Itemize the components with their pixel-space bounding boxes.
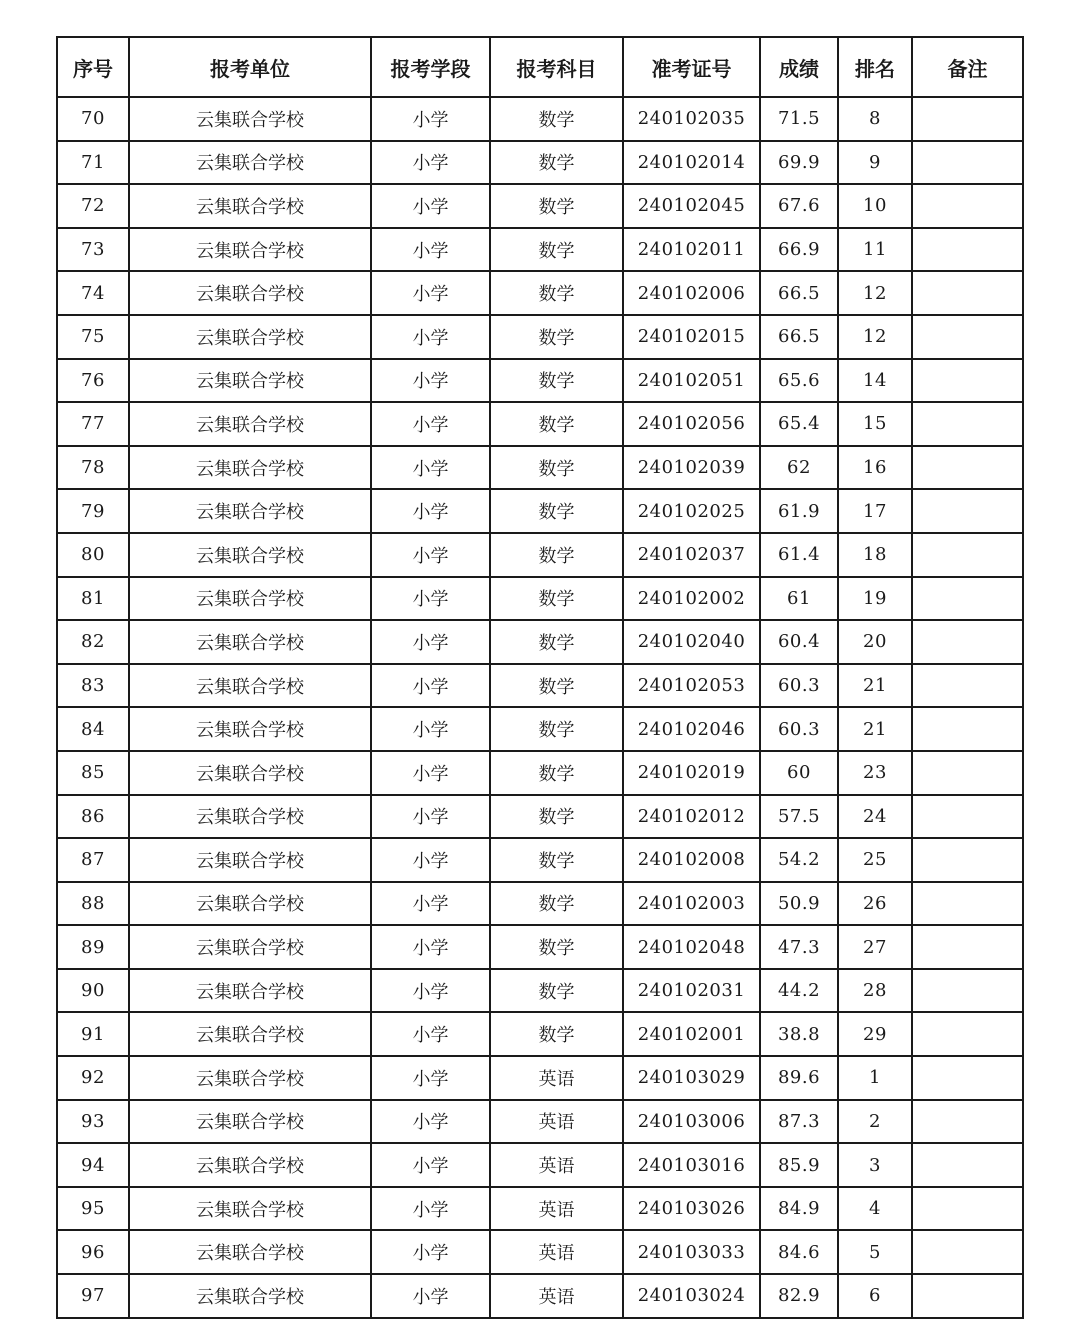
- cell-subject: 数学: [490, 882, 623, 926]
- cell-ticket: 240103026: [623, 1187, 760, 1231]
- cell-stage: 小学: [371, 1230, 490, 1274]
- cell-score: 89.6: [760, 1056, 838, 1100]
- cell-ticket: 240102011: [623, 228, 760, 272]
- cell-note: [912, 489, 1023, 533]
- cell-subject: 数学: [490, 489, 623, 533]
- cell-note: [912, 838, 1023, 882]
- cell-rank: 28: [838, 969, 912, 1013]
- cell-note: [912, 664, 1023, 708]
- cell-unit: 云集联合学校: [129, 359, 371, 403]
- cell-note: [912, 795, 1023, 839]
- cell-subject: 英语: [490, 1274, 623, 1318]
- cell-stage: 小学: [371, 446, 490, 490]
- cell-ticket: 240102019: [623, 751, 760, 795]
- cell-subject: 数学: [490, 97, 623, 141]
- table-row: [57, 141, 1023, 185]
- cell-score: 44.2: [760, 969, 838, 1013]
- cell-seq: 72: [57, 184, 129, 228]
- cell-unit: 云集联合学校: [129, 882, 371, 926]
- score-sheet: [56, 36, 1022, 1319]
- cell-subject: 数学: [490, 707, 623, 751]
- cell-stage: 小学: [371, 577, 490, 621]
- cell-note: [912, 1100, 1023, 1144]
- cell-stage: 小学: [371, 707, 490, 751]
- cell-score: 61.9: [760, 489, 838, 533]
- table-row: [57, 228, 1023, 272]
- cell-seq: 96: [57, 1230, 129, 1274]
- cell-score: 66.5: [760, 271, 838, 315]
- table-row: [57, 1274, 1023, 1318]
- header-subject: 报考科目: [490, 37, 623, 97]
- cell-seq: 82: [57, 620, 129, 664]
- cell-stage: 小学: [371, 359, 490, 403]
- cell-note: [912, 882, 1023, 926]
- cell-ticket: 240102025: [623, 489, 760, 533]
- table-row: [57, 533, 1023, 577]
- header-row: [57, 37, 1023, 97]
- cell-rank: 23: [838, 751, 912, 795]
- cell-subject: 数学: [490, 359, 623, 403]
- cell-rank: 5: [838, 1230, 912, 1274]
- cell-unit: 云集联合学校: [129, 925, 371, 969]
- cell-seq: 84: [57, 707, 129, 751]
- cell-ticket: 240102037: [623, 533, 760, 577]
- cell-ticket: 240102014: [623, 141, 760, 185]
- cell-subject: 数学: [490, 925, 623, 969]
- cell-rank: 14: [838, 359, 912, 403]
- cell-score: 60: [760, 751, 838, 795]
- cell-stage: 小学: [371, 620, 490, 664]
- table-row: [57, 1230, 1023, 1274]
- cell-stage: 小学: [371, 1187, 490, 1231]
- cell-ticket: 240103006: [623, 1100, 760, 1144]
- cell-unit: 云集联合学校: [129, 184, 371, 228]
- cell-note: [912, 315, 1023, 359]
- cell-score: 60.3: [760, 664, 838, 708]
- cell-subject: 数学: [490, 577, 623, 621]
- cell-score: 82.9: [760, 1274, 838, 1318]
- cell-rank: 21: [838, 664, 912, 708]
- cell-unit: 云集联合学校: [129, 271, 371, 315]
- cell-score: 85.9: [760, 1143, 838, 1187]
- cell-stage: 小学: [371, 1012, 490, 1056]
- cell-rank: 1: [838, 1056, 912, 1100]
- table-body: [57, 97, 1023, 1318]
- table-row: [57, 838, 1023, 882]
- cell-subject: 数学: [490, 838, 623, 882]
- cell-seq: 79: [57, 489, 129, 533]
- cell-note: [912, 1187, 1023, 1231]
- header-seq: 序号: [57, 37, 129, 97]
- cell-rank: 19: [838, 577, 912, 621]
- cell-seq: 97: [57, 1274, 129, 1318]
- cell-seq: 90: [57, 969, 129, 1013]
- cell-unit: 云集联合学校: [129, 1143, 371, 1187]
- cell-rank: 21: [838, 707, 912, 751]
- cell-note: [912, 97, 1023, 141]
- cell-seq: 81: [57, 577, 129, 621]
- table-row: [57, 97, 1023, 141]
- cell-note: [912, 577, 1023, 621]
- cell-rank: 17: [838, 489, 912, 533]
- cell-unit: 云集联合学校: [129, 664, 371, 708]
- cell-ticket: 240102056: [623, 402, 760, 446]
- cell-subject: 数学: [490, 402, 623, 446]
- cell-note: [912, 707, 1023, 751]
- table-row: [57, 795, 1023, 839]
- header-note: 备注: [912, 37, 1023, 97]
- table-row: [57, 1012, 1023, 1056]
- cell-unit: 云集联合学校: [129, 969, 371, 1013]
- cell-note: [912, 1056, 1023, 1100]
- table-row: [57, 446, 1023, 490]
- cell-seq: 92: [57, 1056, 129, 1100]
- table-row: [57, 1100, 1023, 1144]
- cell-seq: 71: [57, 141, 129, 185]
- cell-ticket: 240102040: [623, 620, 760, 664]
- cell-subject: 数学: [490, 315, 623, 359]
- cell-stage: 小学: [371, 271, 490, 315]
- cell-rank: 18: [838, 533, 912, 577]
- cell-note: [912, 751, 1023, 795]
- cell-unit: 云集联合学校: [129, 1230, 371, 1274]
- cell-seq: 95: [57, 1187, 129, 1231]
- table-row: [57, 402, 1023, 446]
- cell-stage: 小学: [371, 228, 490, 272]
- cell-subject: 英语: [490, 1230, 623, 1274]
- table-row: [57, 664, 1023, 708]
- cell-subject: 英语: [490, 1056, 623, 1100]
- cell-subject: 数学: [490, 969, 623, 1013]
- cell-score: 65.4: [760, 402, 838, 446]
- cell-rank: 25: [838, 838, 912, 882]
- cell-score: 84.6: [760, 1230, 838, 1274]
- cell-stage: 小学: [371, 1100, 490, 1144]
- cell-seq: 87: [57, 838, 129, 882]
- cell-unit: 云集联合学校: [129, 228, 371, 272]
- cell-subject: 数学: [490, 184, 623, 228]
- cell-stage: 小学: [371, 925, 490, 969]
- score-table: [56, 36, 1024, 1319]
- cell-rank: 3: [838, 1143, 912, 1187]
- table-row: [57, 1056, 1023, 1100]
- cell-rank: 27: [838, 925, 912, 969]
- table-row: [57, 315, 1023, 359]
- table-row: [57, 620, 1023, 664]
- cell-seq: 70: [57, 97, 129, 141]
- table-header: [57, 37, 1023, 97]
- cell-ticket: 240103024: [623, 1274, 760, 1318]
- table-row: [57, 751, 1023, 795]
- cell-note: [912, 446, 1023, 490]
- cell-note: [912, 402, 1023, 446]
- table-row: [57, 925, 1023, 969]
- cell-stage: 小学: [371, 489, 490, 533]
- cell-stage: 小学: [371, 882, 490, 926]
- table-row: [57, 969, 1023, 1013]
- cell-seq: 89: [57, 925, 129, 969]
- cell-score: 67.6: [760, 184, 838, 228]
- cell-unit: 云集联合学校: [129, 315, 371, 359]
- cell-subject: 英语: [490, 1143, 623, 1187]
- cell-subject: 数学: [490, 271, 623, 315]
- cell-ticket: 240102035: [623, 97, 760, 141]
- cell-rank: 12: [838, 271, 912, 315]
- cell-unit: 云集联合学校: [129, 533, 371, 577]
- cell-rank: 4: [838, 1187, 912, 1231]
- cell-ticket: 240102006: [623, 271, 760, 315]
- cell-unit: 云集联合学校: [129, 489, 371, 533]
- cell-unit: 云集联合学校: [129, 751, 371, 795]
- cell-ticket: 240102045: [623, 184, 760, 228]
- cell-unit: 云集联合学校: [129, 620, 371, 664]
- cell-subject: 数学: [490, 228, 623, 272]
- header-stage: 报考学段: [371, 37, 490, 97]
- cell-rank: 16: [838, 446, 912, 490]
- cell-ticket: 240102003: [623, 882, 760, 926]
- header-score: 成绩: [760, 37, 838, 97]
- header-unit: 报考单位: [129, 37, 371, 97]
- cell-unit: 云集联合学校: [129, 1012, 371, 1056]
- cell-note: [912, 1143, 1023, 1187]
- cell-stage: 小学: [371, 402, 490, 446]
- cell-stage: 小学: [371, 315, 490, 359]
- cell-unit: 云集联合学校: [129, 97, 371, 141]
- cell-rank: 29: [838, 1012, 912, 1056]
- cell-seq: 83: [57, 664, 129, 708]
- cell-unit: 云集联合学校: [129, 707, 371, 751]
- cell-score: 66.9: [760, 228, 838, 272]
- cell-ticket: 240102039: [623, 446, 760, 490]
- cell-ticket: 240102002: [623, 577, 760, 621]
- cell-seq: 86: [57, 795, 129, 839]
- cell-ticket: 240102001: [623, 1012, 760, 1056]
- cell-unit: 云集联合学校: [129, 1274, 371, 1318]
- cell-rank: 24: [838, 795, 912, 839]
- cell-score: 60.4: [760, 620, 838, 664]
- cell-stage: 小学: [371, 751, 490, 795]
- table-row: [57, 1143, 1023, 1187]
- cell-unit: 云集联合学校: [129, 577, 371, 621]
- cell-rank: 20: [838, 620, 912, 664]
- cell-ticket: 240103033: [623, 1230, 760, 1274]
- cell-seq: 78: [57, 446, 129, 490]
- table-row: [57, 577, 1023, 621]
- cell-subject: 英语: [490, 1187, 623, 1231]
- table-row: [57, 489, 1023, 533]
- cell-score: 87.3: [760, 1100, 838, 1144]
- cell-score: 84.9: [760, 1187, 838, 1231]
- cell-score: 54.2: [760, 838, 838, 882]
- cell-unit: 云集联合学校: [129, 1100, 371, 1144]
- cell-subject: 数学: [490, 620, 623, 664]
- cell-unit: 云集联合学校: [129, 838, 371, 882]
- table-row: [57, 359, 1023, 403]
- cell-unit: 云集联合学校: [129, 141, 371, 185]
- cell-ticket: 240102031: [623, 969, 760, 1013]
- cell-unit: 云集联合学校: [129, 446, 371, 490]
- cell-note: [912, 925, 1023, 969]
- header-rank: 排名: [838, 37, 912, 97]
- cell-note: [912, 1012, 1023, 1056]
- cell-ticket: 240102008: [623, 838, 760, 882]
- table-row: [57, 271, 1023, 315]
- cell-note: [912, 620, 1023, 664]
- cell-stage: 小学: [371, 141, 490, 185]
- cell-subject: 数学: [490, 446, 623, 490]
- cell-ticket: 240103029: [623, 1056, 760, 1100]
- cell-ticket: 240103016: [623, 1143, 760, 1187]
- cell-score: 66.5: [760, 315, 838, 359]
- header-ticket: 准考证号: [623, 37, 760, 97]
- cell-seq: 80: [57, 533, 129, 577]
- cell-stage: 小学: [371, 1143, 490, 1187]
- cell-rank: 10: [838, 184, 912, 228]
- cell-seq: 73: [57, 228, 129, 272]
- cell-subject: 数学: [490, 795, 623, 839]
- cell-stage: 小学: [371, 97, 490, 141]
- cell-stage: 小学: [371, 969, 490, 1013]
- cell-score: 62: [760, 446, 838, 490]
- cell-rank: 11: [838, 228, 912, 272]
- cell-subject: 数学: [490, 751, 623, 795]
- cell-stage: 小学: [371, 795, 490, 839]
- cell-stage: 小学: [371, 184, 490, 228]
- cell-ticket: 240102046: [623, 707, 760, 751]
- cell-ticket: 240102012: [623, 795, 760, 839]
- cell-score: 50.9: [760, 882, 838, 926]
- cell-rank: 2: [838, 1100, 912, 1144]
- cell-score: 57.5: [760, 795, 838, 839]
- cell-score: 60.3: [760, 707, 838, 751]
- cell-score: 61.4: [760, 533, 838, 577]
- cell-note: [912, 141, 1023, 185]
- cell-note: [912, 1274, 1023, 1318]
- cell-note: [912, 969, 1023, 1013]
- cell-unit: 云集联合学校: [129, 1187, 371, 1231]
- cell-rank: 6: [838, 1274, 912, 1318]
- cell-rank: 26: [838, 882, 912, 926]
- cell-note: [912, 271, 1023, 315]
- cell-ticket: 240102015: [623, 315, 760, 359]
- cell-stage: 小学: [371, 1274, 490, 1318]
- cell-score: 65.6: [760, 359, 838, 403]
- cell-score: 71.5: [760, 97, 838, 141]
- cell-note: [912, 1230, 1023, 1274]
- cell-subject: 数学: [490, 1012, 623, 1056]
- cell-score: 47.3: [760, 925, 838, 969]
- cell-unit: 云集联合学校: [129, 1056, 371, 1100]
- cell-ticket: 240102051: [623, 359, 760, 403]
- cell-seq: 94: [57, 1143, 129, 1187]
- cell-ticket: 240102053: [623, 664, 760, 708]
- table-row: [57, 707, 1023, 751]
- cell-rank: 9: [838, 141, 912, 185]
- cell-rank: 15: [838, 402, 912, 446]
- table-row: [57, 184, 1023, 228]
- cell-stage: 小学: [371, 664, 490, 708]
- cell-seq: 91: [57, 1012, 129, 1056]
- cell-stage: 小学: [371, 533, 490, 577]
- cell-stage: 小学: [371, 1056, 490, 1100]
- cell-seq: 76: [57, 359, 129, 403]
- cell-score: 61: [760, 577, 838, 621]
- cell-unit: 云集联合学校: [129, 402, 371, 446]
- table-row: [57, 882, 1023, 926]
- cell-seq: 75: [57, 315, 129, 359]
- cell-subject: 数学: [490, 533, 623, 577]
- cell-subject: 数学: [490, 141, 623, 185]
- cell-subject: 数学: [490, 664, 623, 708]
- cell-note: [912, 184, 1023, 228]
- cell-stage: 小学: [371, 838, 490, 882]
- cell-seq: 88: [57, 882, 129, 926]
- cell-subject: 英语: [490, 1100, 623, 1144]
- cell-rank: 12: [838, 315, 912, 359]
- cell-note: [912, 228, 1023, 272]
- cell-score: 38.8: [760, 1012, 838, 1056]
- cell-seq: 74: [57, 271, 129, 315]
- cell-note: [912, 359, 1023, 403]
- cell-unit: 云集联合学校: [129, 795, 371, 839]
- cell-seq: 85: [57, 751, 129, 795]
- table-row: [57, 1187, 1023, 1231]
- cell-note: [912, 533, 1023, 577]
- cell-seq: 77: [57, 402, 129, 446]
- cell-seq: 93: [57, 1100, 129, 1144]
- cell-rank: 8: [838, 97, 912, 141]
- cell-ticket: 240102048: [623, 925, 760, 969]
- cell-score: 69.9: [760, 141, 838, 185]
